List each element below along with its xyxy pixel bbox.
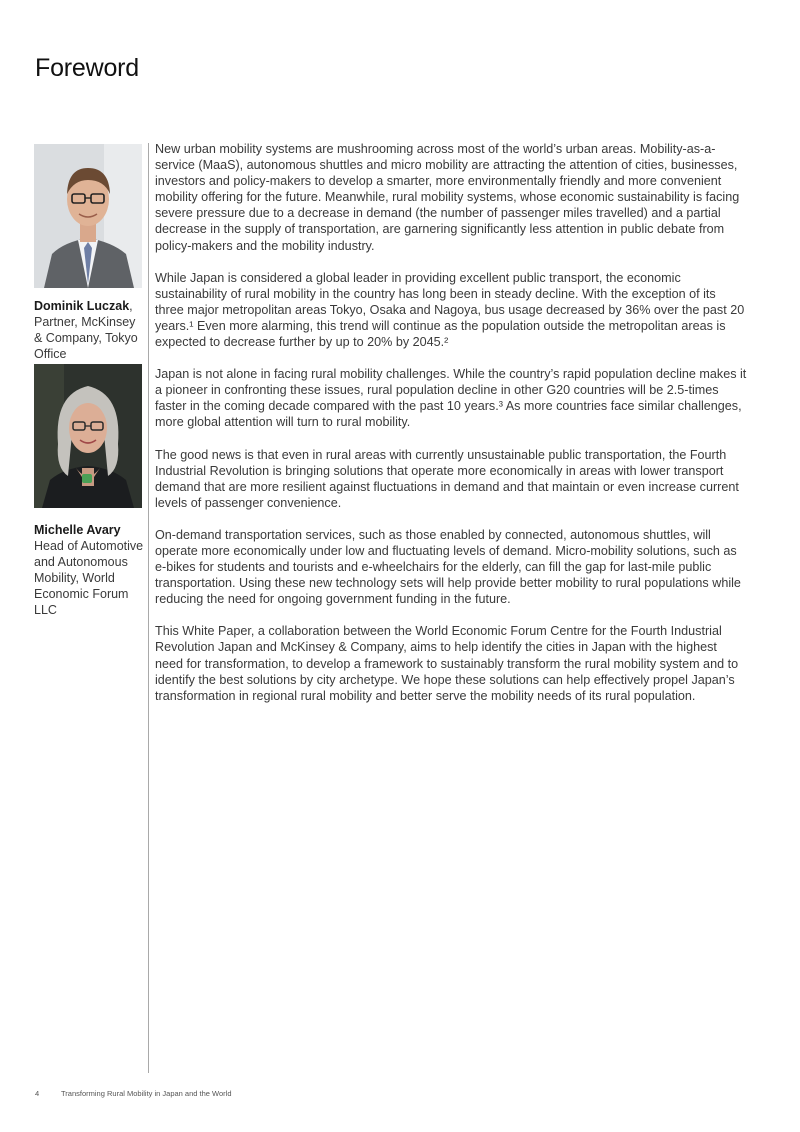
author-photo-luczak [34,144,142,288]
paragraph: Japan is not alone in facing rural mobility challenges. While the country’s rapid population decline makes it a pioneer in confronting these issues, rural population decline in other G20 countries will be 2.5-times faster in the coming decade compared with the past 10 years.³ As more countries face similar challenges, more global attention will turn to rural mobility. [155,367,747,430]
page-number: 4 [35,1089,40,1098]
paragraph: This White Paper, a collaboration between the World Economic Forum Centre for the Fourth Industrial Revolution Japan and McKinsey & Company, aims to help identify the cities in Japan with the highest need for transformation, to develop a framework to sustainably transform the rural mobility system and to identify the best solutions by city archetype. We hope these solutions can help effectively propel Japan’s transformation in regional rural mobility and better serve the mobility needs of its rural population. [155,624,739,703]
paragraph: While Japan is considered a global leader in providing excellent public transport, the economic sustainability of rural mobility in the country has long been in steady decline. With the exception of its three major metropolitan areas Tokyo, Osaka and Nagoya, bus usage decreased by 36% over the past 20 years.¹ Even more alarming, this trend will continue as the population outside the metropolitan areas is expected to decrease further by up to 20% by 2045.² [155,270,745,350]
author-caption-luczak [34,298,146,362]
page-title: Foreword [35,54,139,82]
author-role: Head of Automotive and Autonomous Mobility, World Economic Forum LLC [34,539,144,617]
author-role: , Partner, McKinsey & Company, Tokyo Office [34,299,138,361]
author-photo-avary [34,364,142,508]
author-sidebar [34,144,146,618]
paragraph: The good news is that even in rural areas with currently unsustainable public transportation, the Fourth Industrial Revolution is bringing solutions that operate more economically in areas with lower transport demand that are more resilient against fluctuations in demand and that maintain or even increase current levels of passenger convenience. [155,447,739,510]
author-caption-avary [34,522,146,618]
foreword-body [155,141,747,720]
paragraph: New urban mobility systems are mushrooming across most of the world’s urban areas. Mobility-as-a-service (MaaS), autonomous shuttles and micro mobility are attracting the attention of cities, businesses, investors and policy-makers to develop a smarter, more environmentally friendly and more convenient mobility offering for the future. Meanwhile, rural mobility systems, whose economic sustainability is facing severe pressure due to a decrease in demand (the number of passenger miles travelled) and a partial decrease in the supply of transportation, are garnering significantly less attention in public debate from policy-makers and the mobility industry. [155,142,740,253]
column-divider [148,143,149,1073]
author-name: Dominik Luczak [34,299,130,313]
author-name: Michelle Avary [34,523,121,537]
page-footer [35,1089,232,1098]
running-title: Transforming Rural Mobility in Japan and the World [61,1089,232,1098]
paragraph: On-demand transportation services, such as those enabled by connected, autonomous shuttles, will operate more economically under low and fluctuating levels of demand. Micro-mobility solutions, such as e-bikes for students and tourists and e-wheelchairs for the elderly, can fill the gap for last-mile public transportation. Using these new technology sets will help provide better mobility to rural populations while reducing the need for ongoing government funding in the future. [155,527,741,607]
